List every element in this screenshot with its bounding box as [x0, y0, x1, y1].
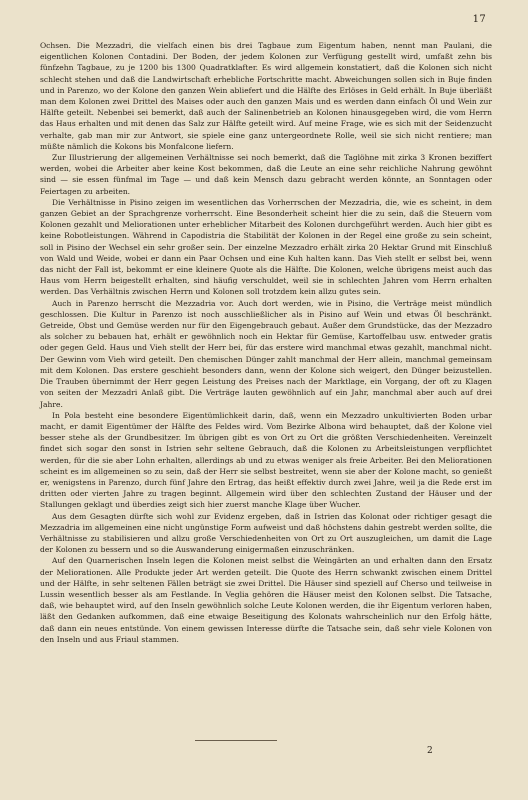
signature-mark: 2 — [427, 746, 433, 756]
paragraph: Die Verhältnisse in Pisino zeigen im wesentlichen das Vorherrschen der Mezzadria, die, wie es scheint, in dem ganzen Gebiet an der Sprachgrenze vorherrscht. Eine Besonderheit scheint hier die zu sein, daß die Steuern vom Kolonen gezahlt und Meliorationen unter erheblicher Mitarbeit des Kolonen durchgeführt werden. Auch hier gibt es keine Robotleistungen. Während in Capodistria die Stabilität der Kolonen in der Regel eine große zu sein scheint, soll in Pisino der Wechsel ein sehr großer sein. Der einzelne Mezzadro erhält zirka 20 Hektar Grund mit Einschluß von Wald und Weide, wobei er dann ein Paar Ochsen und eine Kuh halten kann. Das Vieh stellt er selbst bei, wenn das nicht der Fall ist, bekommt er eine kleinere Quote als die Hälfte. Die Kolonen, welche übrigens meist auch das Haus vom Herrn beigestellt erhalten, sind häufig verschuldet, weil sie in schlechten Jahren vom Herrn erhalten werden. Das Verhältnis zwischen Herrn und Kolonen soll trotzdem kein allzu gutes sein. — [40, 197, 492, 297]
paragraph: Auf den Quarnerischen Inseln legen die Kolonen meist selbst die Weingärten an und erhalten dann den Ersatz der Meliorationen. Alle Produkte jeder Art werden geteilt. Die Quote des Herrn schwankt zwischen einem Drittel und der Hälfte, in sehr seltenen Fällen beträgt sie zwei Drittel. Die Häuser sind speziell auf Cherso und teilweise in Lussin wesentlich besser als am Festlande. In Veglia gehören die Häuser meist den Kolonen selbst. Die Tatsache, daß, wie behauptet wird, auf den Inseln gewöhnlich solche Leute Kolonen werden, die ihr Eigentum verloren haben, läßt den Gedanken aufkommen, daß eine etwaige Beseitigung des Kolonats wahrscheinlich nur den Erfolg hätte, daß dann ein neues entstünde. Von einem gewissen Interesse dürfte die Tatsache sein, daß sehr viele Kolonen von den Inseln und aus Friaul stammen. — [40, 556, 492, 644]
paragraph: Ochsen. Die Mezzadri, die vielfach einen bis drei Tagbaue zum Eigentum haben, nennt man Paulani, die eigentlichen Kolonen Contadini. Der Boden, der jedem Kolonen zur Verfügung gestellt wird, umfaßt zehn bis fünfzehn Tagbaue, zu je 1200 bis 1300 Quadratklafter. Es wird allgemein konstatiert, daß die Kolonen sich nicht schlecht stehen und daß die Landwirtschaft erhebliche Fortschritte macht. Abweichungen sollen sich in Buje finden und in Parenzo, wo der Kolone den ganzen Wein abliefert und die Hälfte des Erlöses in Geld erhält. In Buje überläßt man dem Kolonen zwei Drittel des Maises oder auch den ganzen Mais und es werden dann einfach Öl und Wein zur Hälfte geteilt. Nebenbei sei bemerkt, daß auch der Salinenbetrieb an Kolonen hinausgegeben wird, die vom Herrn das Haus erhalten und mit denen das Salz zur Hälfte geteilt wird. Auf meine Frage, wie es sich mit der Seidenzucht verhalte, gab man mir zur Antwort, sie spiele eine ganz untergeordnete Rolle, weil sie sich nicht rentiere; man müßte nämlich die Kokons bis Monfalcone liefern. — [40, 41, 492, 151]
paragraph: Aus dem Gesagten dürfte sich wohl zur Evidenz ergeben, daß in Istrien das Kolonat oder richtiger gesagt die Mezzadria im allgemeinen eine nicht ungünstige Form aufweist und daß höchstens dahin gestrebt werden sollte, die Verhältnisse zu stabilisieren und allzu große Verschiedenheiten von Ort zu Ort auszugleichen, um damit die Lage der Kolonen zu bessern und so die Auswanderung einigermaßen einzuschränken. — [40, 511, 492, 555]
paragraph: In Pola besteht eine besondere Eigentümlichkeit darin, daß, wenn ein Mezzadro unkultivierten Boden urbar macht, er damit Eigentümer der Hälfte des Feldes wird. Vom Bezirke Albona wird behauptet, daß der Kolone viel besser stehe als der Grundbesitzer. Im übrigen gibt es von Ort zu Ort die größten Verschiedenheiten. Vereinzelt findet sich sogar den sonst in Istrien sehr seltene Gebrauch, daß die Kolonen zu Arbeitsleistungen verpflichtet werden, für die sie aber Lohn erhalten, allerdings ab und zu etwas weniger als freie Arbeiter. Bei den Meliorationen scheint es im allgemeinen so zu sein, daß der Herr sie selbst bestreitet, wenn sie aber der Kolone macht, so genießt er, wenigstens in Parenzo, durch fünf Jahre den Ertrag, das heißt effektiv durch zwei Jahre, weil ja die Rede erst im dritten oder vierten Jahre zu tragen beginnt. Allgemein wird über den schlechten Zustand der Häuser und der Stallungen geklagt und überdies zeigt sich hier zuerst manche Klage über Wucher. — [40, 410, 492, 510]
page-number: 17 — [472, 14, 486, 25]
body-text — [40, 40, 492, 645]
paragraph: Zur Illustrierung der allgemeinen Verhältnisse sei noch bemerkt, daß die Taglöhne mit zirka 3 Kronen beziffert werden, wobei die Arbeiter aber keine Kost bekommen, daß die Leute an eine sehr reichliche Nahrung gewöhnt sind — sie essen fünfmal im Tage — und daß kein Mensch dazu gebracht werden könnte, an Sonntagen oder Feiertagen zu arbeiten. — [40, 153, 492, 196]
footer-rule — [195, 740, 277, 741]
paragraph: Auch in Parenzo herrscht die Mezzadria vor. Auch dort werden, wie in Pisino, die Verträge meist mündlich geschlossen. Die Kultur in Parenzo ist noch ausschließlicher als in Pisino auf Wein und etwas Öl beschränkt. Getreide, Obst und Gemüse werden nur für den Eigengebrauch gebaut. Außer dem Grundstücke, das der Mezzadro als solcher zu bebauen hat, erhält er gewöhnlich noch ein Hektar für Gemüse, Kartoffelbau usw. entweder gratis oder gegen Geld. Haus und Vieh stellt der Herr bei, für das erstere wird manchmal etwas gezahlt, manchmal nicht. Der Gewinn vom Vieh wird geteilt. Den chemischen Dünger zahlt manchmal der Herr allein, manchmal gemeinsam mit dem Kolonen. Das erstere geschieht besonders dann, wenn der Kolone sich weigert, den Dünger beizustellen. Die Trauben übernimmt der Herr gegen Leistung des Preises nach der Marktlage, ein Vorgang, der oft zu Klagen von seiten der Mezzadri Anlaß gibt. Die Verträge lauten gewöhnlich auf ein Jahr, manchmal aber auch auf drei Jahre. — [40, 298, 492, 409]
